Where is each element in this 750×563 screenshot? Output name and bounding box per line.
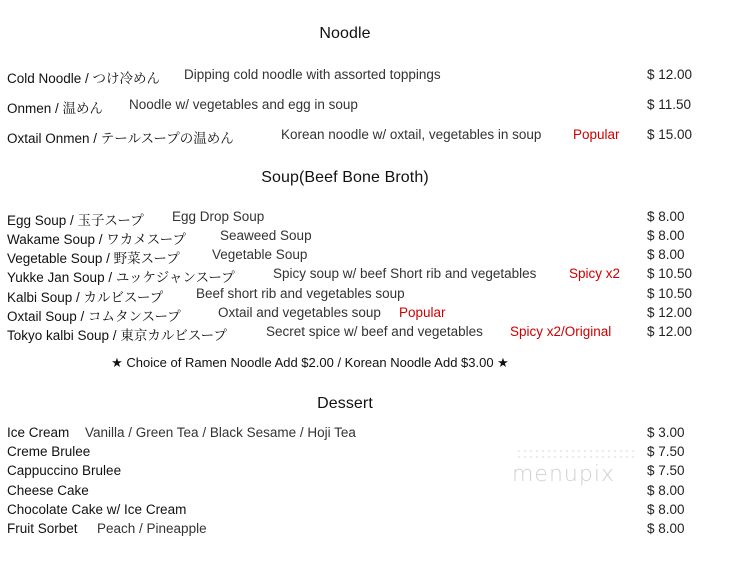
item-price: $ 8.00	[647, 521, 685, 536]
menu-item-wakame-soup	[7, 228, 747, 248]
menu-item-cheese-cake	[7, 483, 747, 503]
item-price: $ 11.50	[647, 97, 692, 112]
menu-item-yukke-jan-soup	[7, 266, 747, 286]
item-name: Yukke Jan Soup / ユッケジャンスープ	[7, 270, 235, 285]
menu-item-oxtail-onmen	[7, 127, 747, 147]
item-price: $ 15.00	[647, 127, 693, 142]
item-name: Wakame Soup / ワカメスープ	[7, 232, 186, 247]
dessert-section-title: Dessert	[317, 395, 373, 412]
item-price: $ 7.50	[647, 444, 685, 459]
popular-tag: Popular	[573, 127, 620, 142]
item-name: Onmen / 温めん	[7, 101, 104, 116]
menu-item-onmen	[7, 97, 747, 117]
item-name: Vegetable Soup / 野菜スープ	[7, 251, 180, 266]
menu-item-cold-noodle	[7, 67, 747, 87]
item-price: $ 8.00	[647, 228, 685, 243]
item-name: Egg Soup / 玉子スープ	[7, 213, 144, 228]
item-name: Oxtail Onmen / テールスープの温めん	[7, 131, 234, 146]
menu-item-oxtail-soup	[7, 305, 747, 325]
item-name: Oxtail Soup / コムタンスープ	[7, 309, 181, 324]
noodle-addon-note: ★ Choice of Ramen Noodle Add $2.00 / Korean Noodle Add $3.00 ★	[111, 355, 509, 370]
item-description: Vanilla / Green Tea / Black Sesame / Hoji Tea	[85, 425, 356, 440]
menu-item-chocolate-cake	[7, 502, 747, 522]
menu-item-creme-brulee	[7, 444, 747, 464]
item-name: Creme Brulee	[7, 444, 91, 459]
item-price: $ 8.00	[647, 247, 685, 262]
item-name: Fruit Sorbet	[7, 521, 78, 536]
item-price: $ 8.00	[647, 483, 685, 498]
popular-tag: Popular	[399, 305, 446, 320]
menu-item-tokyo-kalbi-soup	[7, 324, 747, 344]
item-name: Tokyo kalbi Soup / 東京カルビスープ	[7, 328, 227, 343]
menu-item-ice-cream	[7, 425, 747, 445]
item-price: $ 10.50	[647, 266, 693, 281]
item-name: Cheese Cake	[7, 483, 89, 498]
soup-section-title: Soup(Beef Bone Broth)	[261, 169, 429, 186]
menupix-watermark: menupix	[512, 462, 615, 487]
item-price: $ 7.50	[647, 463, 685, 478]
noodle-section-title: Noodle	[319, 25, 371, 42]
item-name: Ice Cream	[7, 425, 70, 440]
item-price: $ 12.00	[647, 324, 693, 339]
spicy-original-tag: Spicy x2/Original	[510, 324, 612, 339]
item-description: Dipping cold noodle with assorted toppings	[184, 67, 441, 82]
item-price: $ 8.00	[647, 209, 685, 224]
item-price: $ 8.00	[647, 502, 685, 517]
menu-item-fruit-sorbet	[7, 521, 747, 541]
item-price: $ 12.00	[647, 67, 693, 82]
menu-item-vegetable-soup	[7, 247, 747, 267]
item-description: Seaweed Soup	[220, 228, 312, 243]
item-name: Kalbi Soup / カルビスープ	[7, 290, 164, 305]
menu-item-cappuccino-brulee	[7, 463, 747, 483]
item-description: Spicy soup w/ beef Short rib and vegetables	[273, 266, 537, 281]
item-price: $ 10.50	[647, 286, 693, 301]
menu-item-egg-soup	[7, 209, 747, 229]
item-description: Oxtail and vegetables soup	[218, 305, 381, 320]
item-description: Vegetable Soup	[212, 247, 308, 262]
item-description: Secret spice w/ beef and vegetables	[266, 324, 483, 339]
item-description: Beef short rib and vegetables soup	[196, 286, 405, 301]
item-price: $ 3.00	[647, 425, 685, 440]
item-price: $ 12.00	[647, 305, 693, 320]
item-description: Noodle w/ vegetables and egg in soup	[129, 97, 358, 112]
item-description: Egg Drop Soup	[172, 209, 265, 224]
menu-item-kalbi-soup	[7, 286, 747, 306]
watermark-dots	[516, 448, 636, 458]
item-description: Peach / Pineapple	[97, 521, 207, 536]
item-name: Cappuccino Brulee	[7, 463, 122, 478]
spicy-tag: Spicy x2	[569, 266, 621, 281]
item-name: Cold Noodle / つけ冷めん	[7, 71, 161, 86]
item-description: Korean noodle w/ oxtail, vegetables in soup	[281, 127, 542, 142]
item-name: Chocolate Cake w/ Ice Cream	[7, 502, 187, 517]
